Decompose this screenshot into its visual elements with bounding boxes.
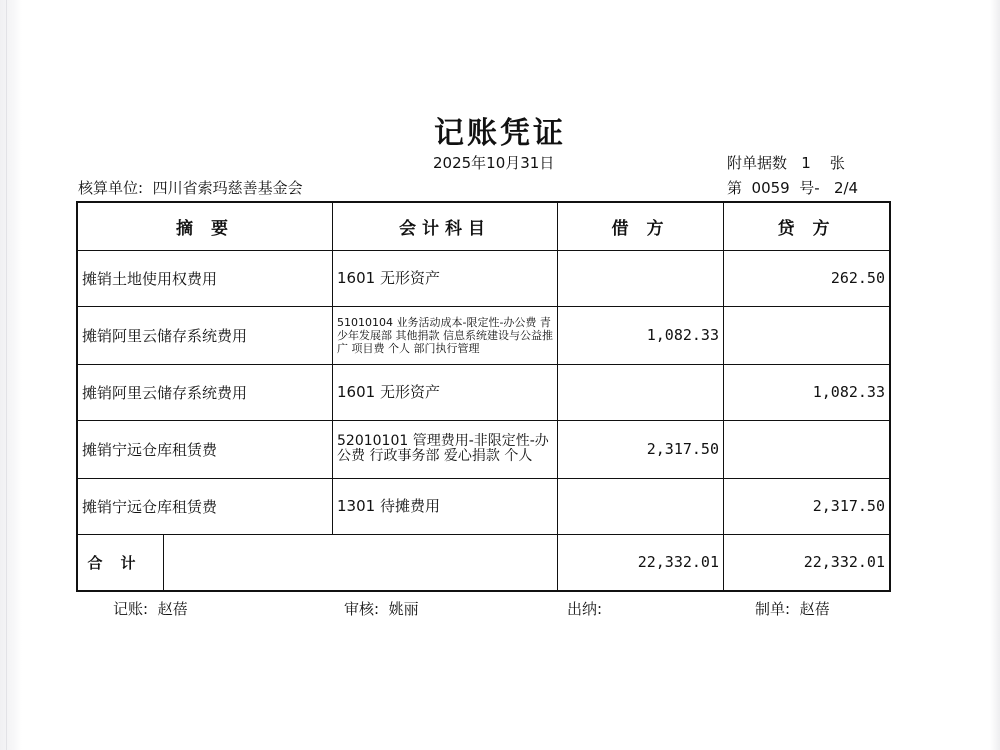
row-summary: 摊销阿里云储存系统费用 — [77, 306, 333, 364]
account-text: 52010101 管理费用-非限定性-办公费 行政事务部 爱心捐款 个人 — [337, 433, 549, 464]
header-credit: 贷 方 — [724, 202, 891, 250]
row-debit — [558, 364, 724, 420]
header-debit: 借 方 — [558, 202, 724, 250]
total-blank — [164, 535, 557, 590]
table-row — [77, 306, 890, 364]
table-row — [77, 478, 890, 534]
row-credit — [724, 306, 891, 364]
cashier-sign: 出纳: — [567, 600, 603, 618]
header-summary: 摘 要 — [77, 202, 333, 250]
preparer-sign: 制单: 赵蓓 — [755, 600, 830, 618]
row-summary: 摊销阿里云储存系统费用 — [77, 364, 333, 420]
row-debit — [558, 478, 724, 534]
header-account: 会计科目 — [333, 202, 558, 250]
account-text: 1601 无形资产 — [337, 268, 440, 287]
row-debit: 2,317.50 — [558, 420, 724, 478]
voucher-table — [76, 201, 891, 592]
table-header-row — [77, 202, 890, 250]
total-cell — [77, 534, 558, 591]
row-debit — [558, 250, 724, 306]
table-row — [77, 420, 890, 478]
total-credit: 22,332.01 — [724, 534, 891, 591]
row-summary: 摊销宁远仓库租赁费 — [77, 478, 333, 534]
table-row — [77, 364, 890, 420]
row-account — [333, 364, 558, 420]
total-debit: 22,332.01 — [558, 534, 724, 591]
row-credit: 2,317.50 — [724, 478, 891, 534]
voucher-number: 第 0059 号- 2/4 — [727, 179, 859, 197]
row-credit — [724, 420, 891, 478]
row-account — [333, 420, 558, 478]
reviewer-sign: 审核: 姚丽 — [344, 600, 419, 618]
row-credit: 1,082.33 — [724, 364, 891, 420]
row-account — [333, 306, 558, 364]
account-text: 1601 无形资产 — [337, 382, 440, 401]
row-debit: 1,082.33 — [558, 306, 724, 364]
row-account — [333, 478, 558, 534]
voucher-date: 2025年10月31日 — [433, 154, 555, 172]
account-text: 51010104 业务活动成本-限定性-办公费 青少年发展部 其他捐款 信息系统建设与公益推广 项目费 个人 部门执行管理 — [337, 315, 553, 355]
attachment-count: 附单据数 1 张 — [727, 154, 845, 172]
row-summary: 摊销宁远仓库租赁费 — [77, 420, 333, 478]
row-account — [333, 250, 558, 306]
bookkeeper-sign: 记账: 赵蓓 — [113, 600, 188, 618]
total-row — [77, 534, 890, 591]
row-summary: 摊销土地使用权费用 — [77, 250, 333, 306]
voucher-title: 记账凭证 — [434, 116, 566, 151]
row-credit: 262.50 — [724, 250, 891, 306]
account-text: 1301 待摊费用 — [337, 496, 440, 515]
total-label: 合计 — [78, 535, 164, 590]
accounting-unit: 核算单位: 四川省索玛慈善基金会 — [78, 179, 303, 197]
table-row — [77, 250, 890, 306]
